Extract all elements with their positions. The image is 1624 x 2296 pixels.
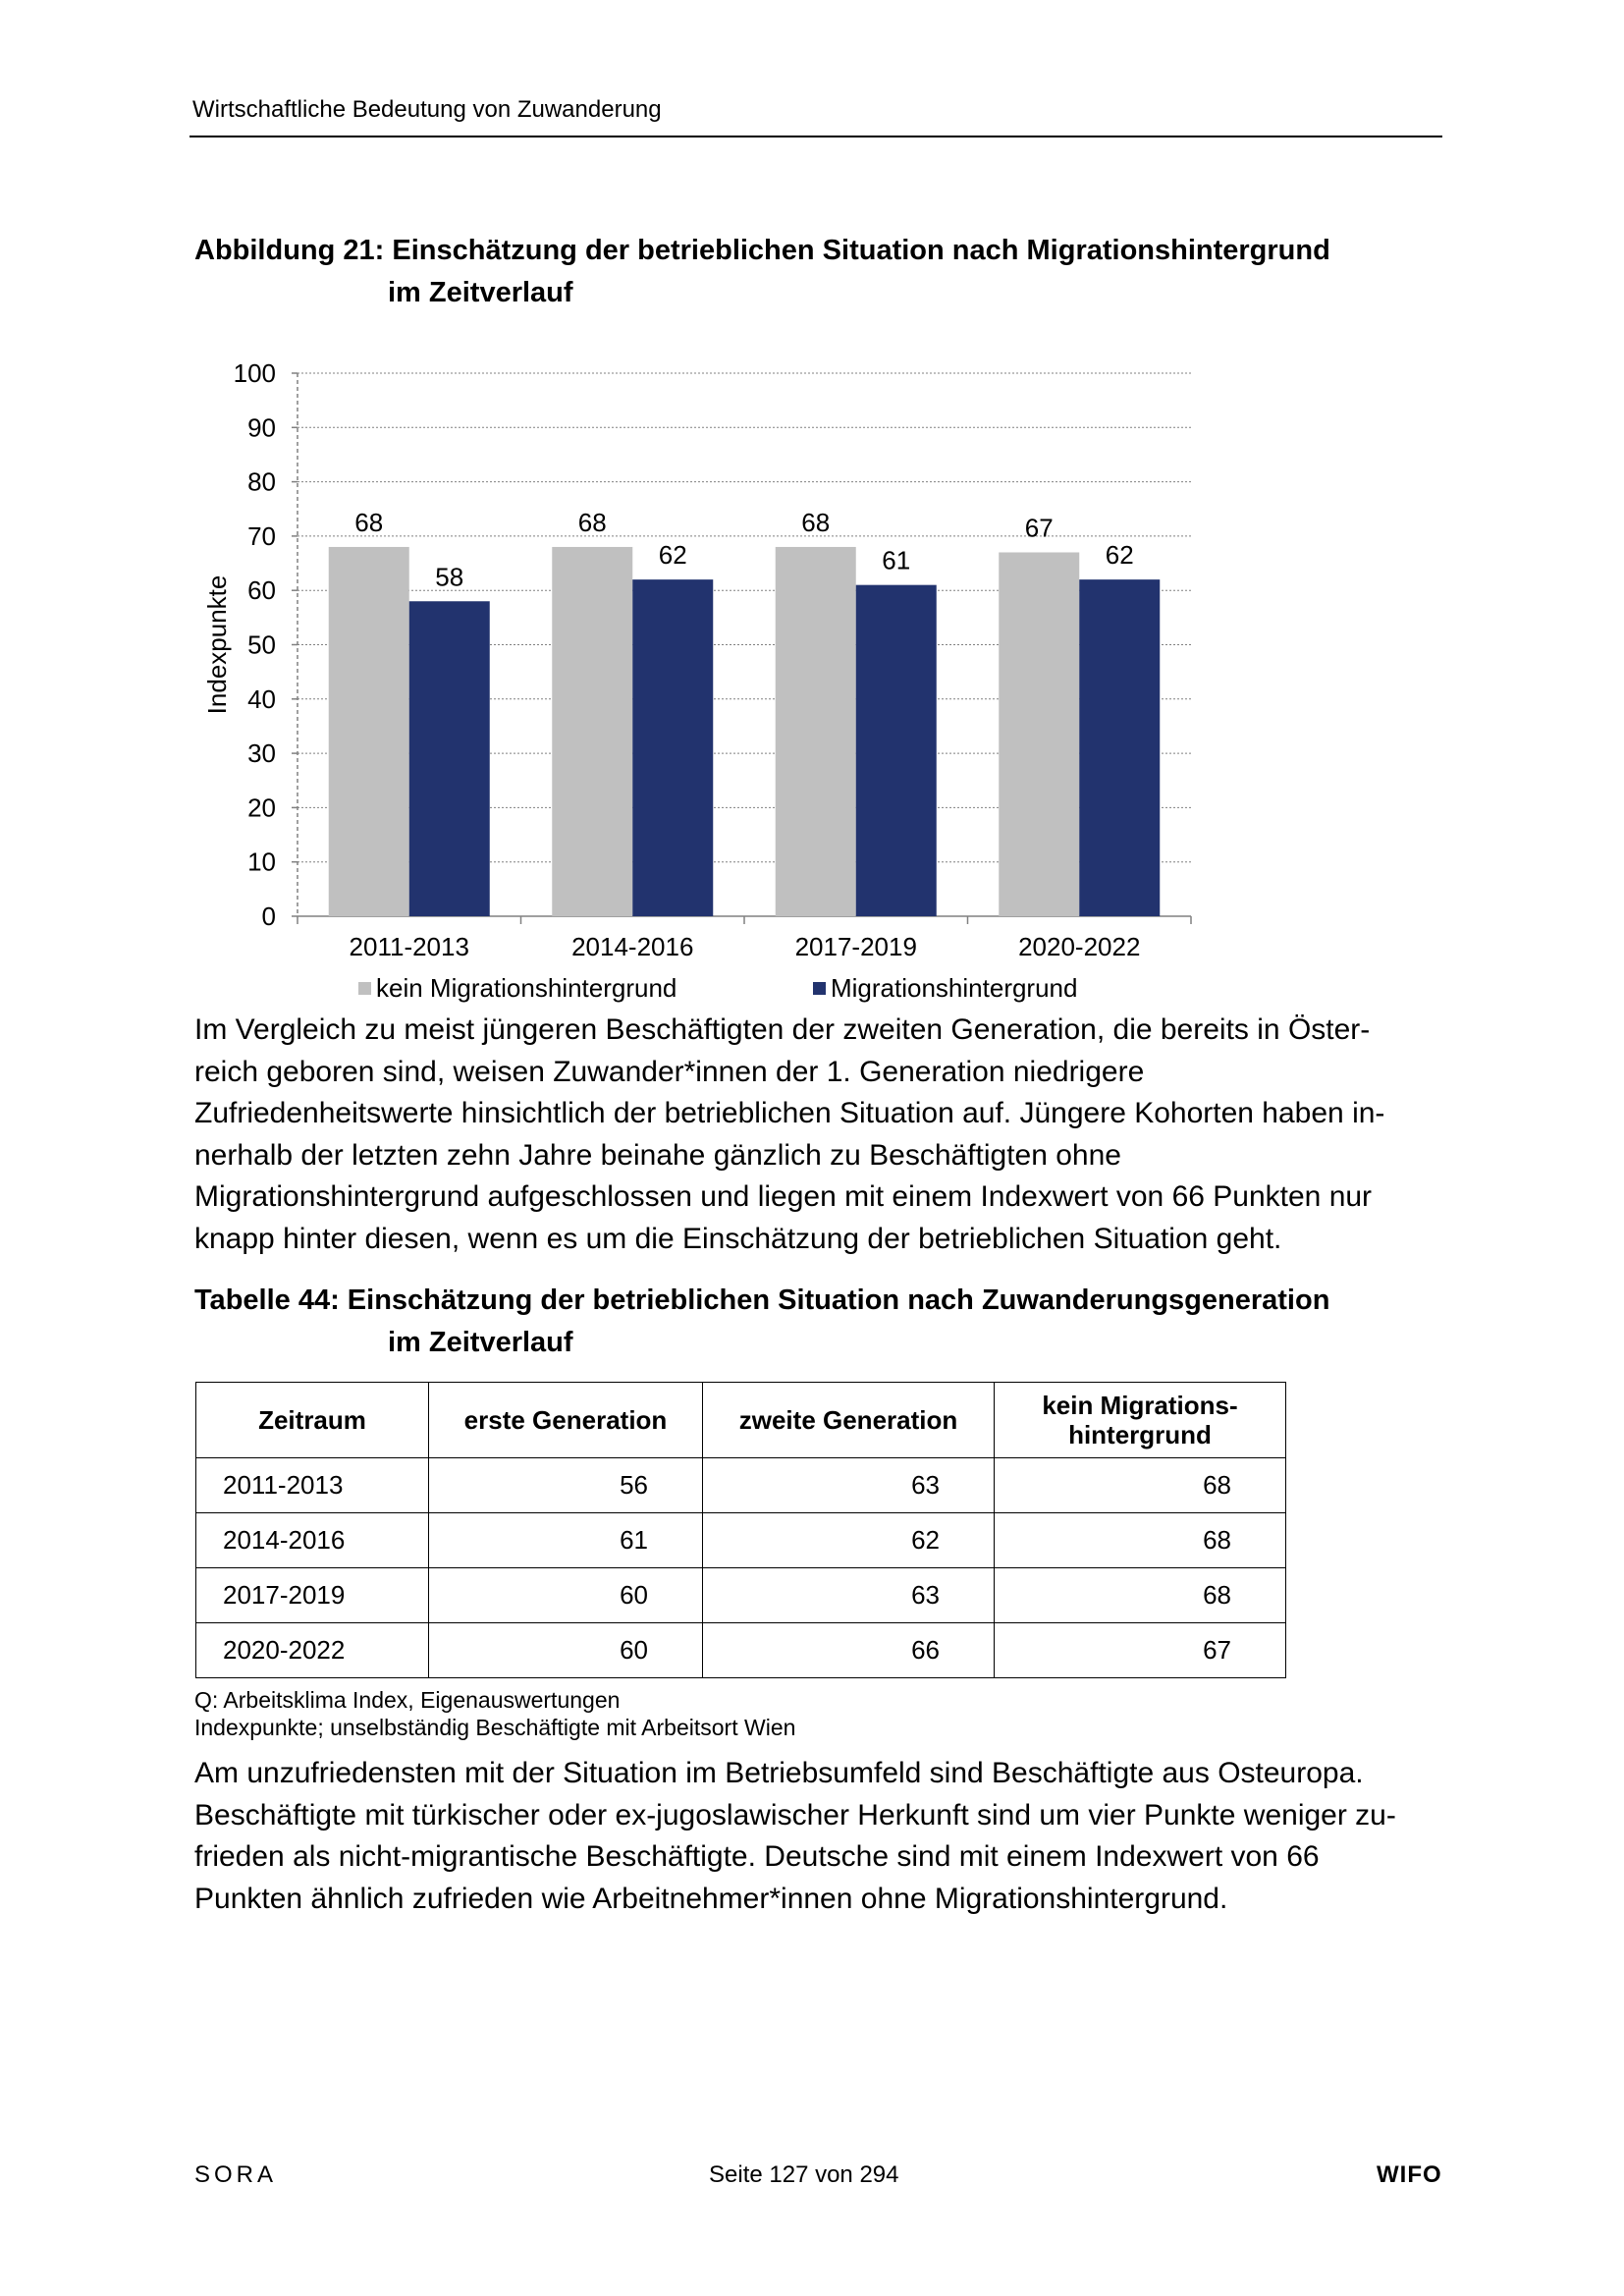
running-header: Wirtschaftliche Bedeutung von Zuwanderung <box>192 96 662 123</box>
data-table <box>195 1382 1286 1678</box>
bar-value-label: 62 <box>658 540 687 571</box>
cell-value: 63 <box>703 1458 995 1513</box>
source-note: Q: Arbeitsklima Index, Eigenauswertungen <box>194 1687 621 1713</box>
header-line: kein Migrations- <box>1042 1391 1238 1420</box>
table-caption-line1: Tabelle 44: Einschätzung der betrieblichen Situation nach Zuwanderungsgeneration <box>194 1285 1330 1316</box>
y-tick-label: 50 <box>247 629 276 660</box>
y-tick-label: 0 <box>261 902 276 931</box>
paragraph-line: Am unzufriedensten mit der Situation im Betriebsumfeld sind Beschäftigte aus Osteuropa. <box>194 1757 1364 1789</box>
table-caption <box>194 1280 1329 1364</box>
y-tick-label: 30 <box>247 738 276 769</box>
cell-value: 68 <box>995 1458 1286 1513</box>
header-kein-migrationshintergrund <box>995 1383 1286 1458</box>
bar-migrationshintergrund <box>856 585 937 916</box>
cell-value: 63 <box>703 1568 995 1623</box>
bar-migrationshintergrund <box>1079 579 1160 916</box>
cell-zeitraum: 2020-2022 <box>196 1623 429 1678</box>
x-tick-label: 2017-2019 <box>794 932 917 961</box>
header-line: hintergrund <box>1068 1420 1212 1449</box>
paragraph-line: Punkten ähnlich zufrieden wie Arbeitnehmer*innen ohne Migrationshintergrund. <box>194 1882 1228 1915</box>
bar-kein-migrationshintergrund <box>999 552 1079 916</box>
bar-kein-migrationshintergrund <box>329 547 409 916</box>
legend-swatch <box>358 982 371 995</box>
header-erste-generation: erste Generation <box>429 1383 703 1458</box>
header-zweite-generation: zweite Generation <box>703 1383 995 1458</box>
legend-label: kein Migrationshintergrund <box>376 973 677 1003</box>
cell-zeitraum: 2017-2019 <box>196 1568 429 1623</box>
paragraph-line: nerhalb der letzten zehn Jahre beinahe gänzlich zu Beschäftigten ohne <box>194 1138 1121 1172</box>
cell-zeitraum: 2011-2013 <box>196 1458 429 1513</box>
cell-value: 56 <box>429 1458 703 1513</box>
y-tick-label: 10 <box>247 847 276 877</box>
legend-label: Migrationshintergrund <box>831 973 1078 1003</box>
bar-migrationshintergrund <box>409 601 490 916</box>
bar-kein-migrationshintergrund <box>552 547 632 916</box>
y-tick-label: 100 <box>233 358 276 388</box>
header-zeitraum: Zeitraum <box>196 1383 429 1458</box>
y-tick-label: 60 <box>247 575 276 606</box>
paragraph-line: Im Vergleich zu meist jüngeren Beschäftigten der zweiten Generation, die bereits in Öster- <box>194 1013 1371 1046</box>
table-caption-line2: im Zeitverlauf <box>388 1327 573 1358</box>
y-tick-label: 20 <box>247 793 276 823</box>
table-row <box>196 1568 1286 1623</box>
cell-zeitraum: 2014-2016 <box>196 1513 429 1568</box>
figure-caption-line2: im Zeitverlauf <box>388 277 573 308</box>
x-tick-label: 2014-2016 <box>571 932 694 961</box>
footer-page-number: Seite 127 von 294 <box>709 2161 899 2188</box>
y-tick-label: 40 <box>247 683 276 714</box>
cell-value: 61 <box>429 1513 703 1568</box>
bar-value-label: 67 <box>1024 513 1054 543</box>
figure-caption <box>194 230 1330 314</box>
paragraph-line: frieden als nicht-migrantische Beschäftigte. Deutsche sind mit einem Indexwert von 66 <box>194 1840 1320 1873</box>
paragraph-line: knapp hinter diesen, wenn es um die Einschätzung der betrieblichen Situation geht. <box>194 1222 1282 1255</box>
y-tick-label: 80 <box>247 466 276 497</box>
cell-value: 68 <box>995 1568 1286 1623</box>
paragraph-line: Zufriedenheitswerte hinsichtlich der betrieblichen Situation auf. Jüngere Kohorten haben in- <box>194 1097 1385 1129</box>
table-row <box>196 1513 1286 1568</box>
paragraph-line: Migrationshintergrund aufgeschlossen und liegen mit einem Indexwert von 66 Punkten nur <box>194 1180 1373 1213</box>
table-row <box>196 1623 1286 1678</box>
paragraph-line: reich geboren sind, weisen Zuwander*innen der 1. Generation niedrigere <box>194 1055 1145 1088</box>
cell-value: 60 <box>429 1568 703 1623</box>
bar-value-label: 68 <box>801 507 831 537</box>
y-tick-label: 90 <box>247 412 276 443</box>
x-tick-label: 2011-2013 <box>349 932 469 961</box>
unit-note: Indexpunkte; unselbständig Beschäftigte mit Arbeitsort Wien <box>194 1715 796 1740</box>
table-row <box>196 1458 1286 1513</box>
y-tick-label: 70 <box>247 520 276 551</box>
bar-value-label: 68 <box>354 507 384 537</box>
paragraph-line: Beschäftigte mit türkischer oder ex-jugoslawischer Herkunft sind um vier Punkte weniger zu- <box>194 1798 1396 1831</box>
bar-value-label: 68 <box>577 507 607 537</box>
table-header-row <box>196 1383 1286 1458</box>
footer-sora: SORA <box>194 2161 278 2188</box>
bar-kein-migrationshintergrund <box>776 547 856 916</box>
figure-caption-line1: Abbildung 21: Einschätzung der betrieblichen Situation nach Migrationshintergrund <box>194 235 1330 266</box>
bar-migrationshintergrund <box>632 579 713 916</box>
y-axis-label: Indexpunkte <box>202 574 232 715</box>
cell-value: 68 <box>995 1513 1286 1568</box>
cell-value: 67 <box>995 1623 1286 1678</box>
paragraph-1 <box>194 1010 1441 1260</box>
x-tick-label: 2020-2022 <box>1018 932 1141 961</box>
bar-value-label: 61 <box>882 545 911 575</box>
cell-value: 60 <box>429 1623 703 1678</box>
bar-value-label: 58 <box>435 562 464 592</box>
footer-wifo-logo: WIFO <box>1377 2161 1442 2188</box>
cell-value: 62 <box>703 1513 995 1568</box>
bar-value-label: 62 <box>1105 540 1134 571</box>
paragraph-2 <box>194 1753 1441 1920</box>
legend-swatch <box>813 982 826 995</box>
bar-chart <box>187 349 1227 1016</box>
header-rule <box>189 136 1442 137</box>
cell-value: 66 <box>703 1623 995 1678</box>
